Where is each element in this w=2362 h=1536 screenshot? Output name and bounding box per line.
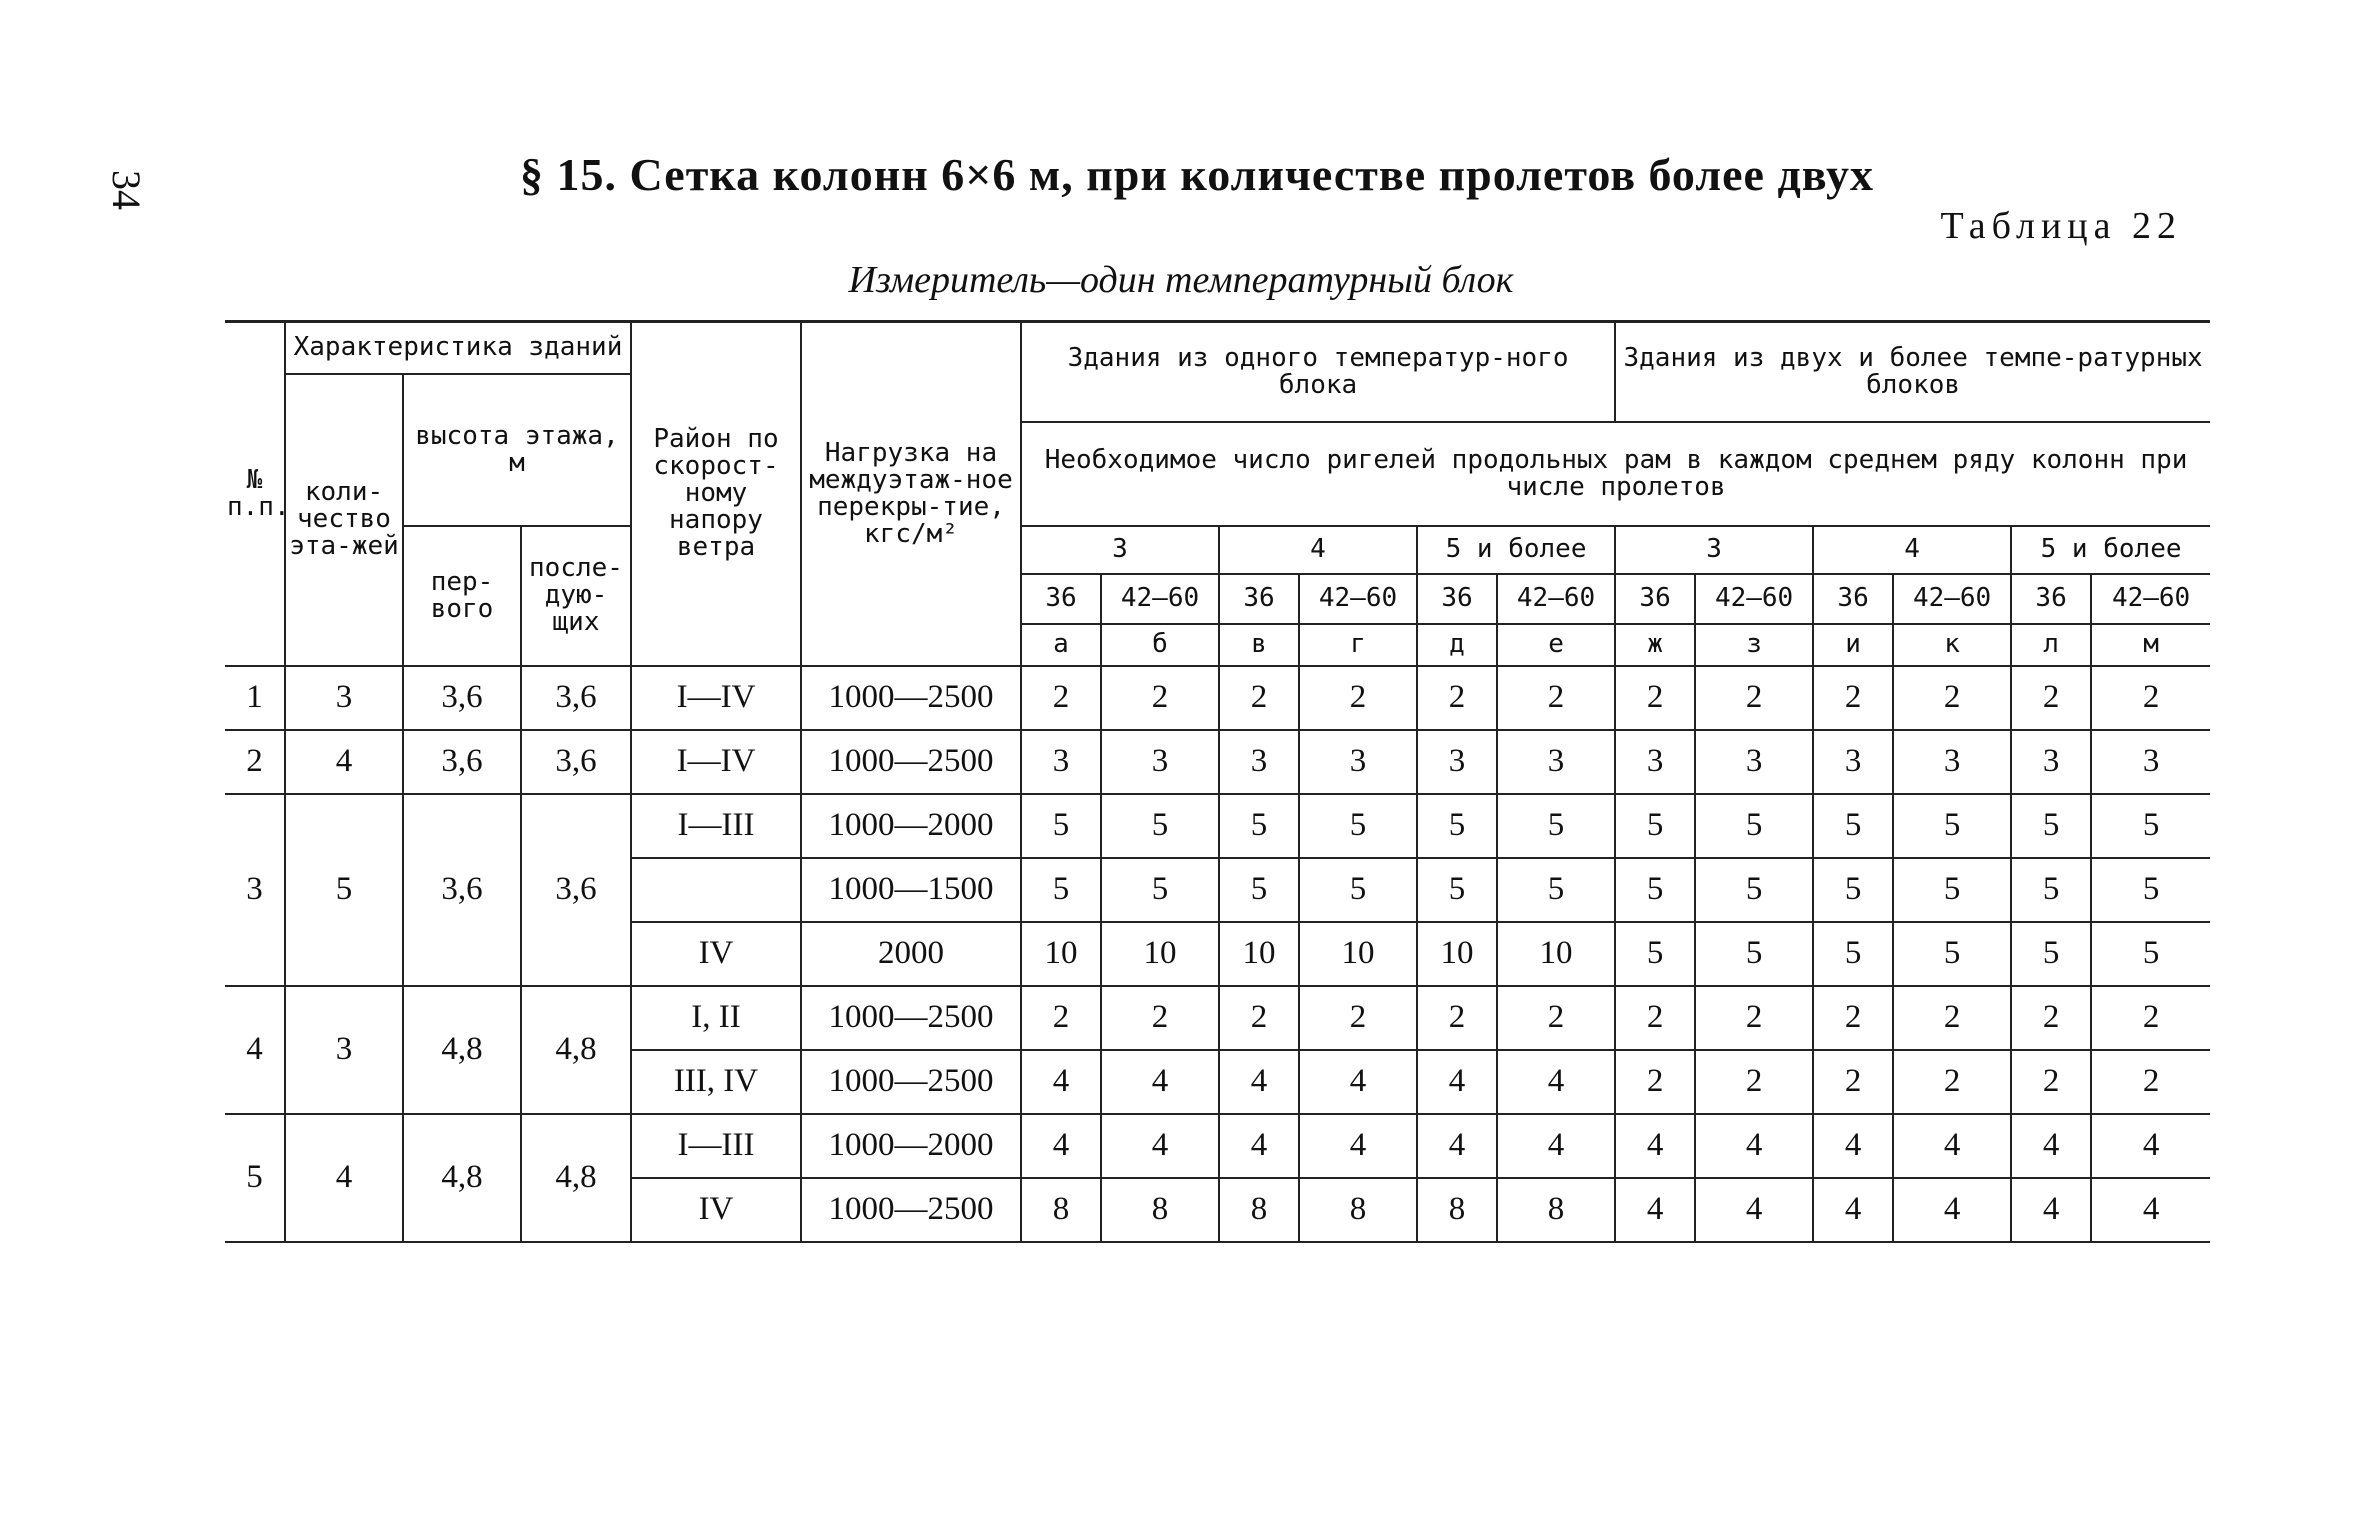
floor-load: 1000—2500: [801, 1050, 1021, 1114]
header-first: пер-вого: [403, 526, 521, 666]
crossbar-count: 2: [1101, 666, 1219, 730]
crossbar-count: 3: [1219, 730, 1299, 794]
crossbar-count: 8: [1299, 1178, 1417, 1242]
first-floor-height: 3,6: [403, 666, 521, 730]
crossbar-count: 5: [1299, 858, 1417, 922]
floor-load: 1000—2500: [801, 666, 1021, 730]
crossbar-count: 5: [2091, 922, 2210, 986]
crossbar-count: 4: [1299, 1050, 1417, 1114]
crossbar-count: 4: [2011, 1178, 2091, 1242]
crossbar-count: 5: [1893, 794, 2011, 858]
crossbar-count: 2: [1219, 666, 1299, 730]
column-letter: л: [2011, 624, 2091, 666]
measure-caption: Измеритель—один температурный блок: [848, 259, 1514, 301]
crossbar-count: 5: [1813, 922, 1893, 986]
floors-count: 3: [285, 666, 403, 730]
crossbar-count: 10: [1021, 922, 1101, 986]
crossbar-count: 4: [1101, 1114, 1219, 1178]
subsequent-floor-height: 3,6: [521, 794, 631, 986]
crossbar-count: 2: [1021, 666, 1101, 730]
span-count-header: 5 и более: [1417, 526, 1615, 574]
crossbar-count: 5: [1615, 794, 1695, 858]
crossbar-count: 5: [1695, 858, 1813, 922]
crossbar-count: 2: [1299, 986, 1417, 1050]
crossbar-count: 2: [1497, 666, 1615, 730]
crossbar-count: 3: [1021, 730, 1101, 794]
crossbar-count: 3: [1893, 730, 2011, 794]
wind-zone: I—IV: [631, 730, 801, 794]
header-floors-count: коли-чество эта-жей: [285, 374, 403, 666]
span-count-header: 3: [1021, 526, 1219, 574]
wind-zone: I—III: [631, 1114, 801, 1178]
header-subsequent: после-дую-щих: [521, 526, 631, 666]
crossbar-count: 2: [1695, 666, 1813, 730]
crossbar-count: 2: [1813, 666, 1893, 730]
crossbar-count: 5: [1021, 858, 1101, 922]
subcolumn-header: 42—60: [2091, 574, 2210, 624]
floors-count: 3: [285, 986, 403, 1114]
crossbar-count: 8: [1417, 1178, 1497, 1242]
page-number: 34: [104, 170, 149, 210]
crossbar-count: 5: [1695, 794, 1813, 858]
column-letter: и: [1813, 624, 1893, 666]
wind-zone: IV: [631, 922, 801, 986]
crossbar-count: 2: [1021, 986, 1101, 1050]
crossbar-count: 4: [1417, 1050, 1497, 1114]
crossbar-count: 5: [1101, 858, 1219, 922]
crossbar-count: 2: [1695, 986, 1813, 1050]
table-row: [225, 666, 2210, 730]
header-required: Необходимое число ригелей продольных рам в каждом среднем ряду колонн при числе пролетов: [1021, 422, 2210, 526]
crossbar-count: 5: [1219, 794, 1299, 858]
crossbar-count: 5: [1299, 794, 1417, 858]
crossbar-count: 4: [1021, 1114, 1101, 1178]
crossbar-count: 8: [1497, 1178, 1615, 1242]
wind-zone: I—III: [631, 794, 801, 858]
span-count-header: 3: [1615, 526, 1813, 574]
crossbar-count: 5: [1615, 858, 1695, 922]
column-letter: м: [2091, 624, 2210, 666]
crossbar-count: 5: [1893, 922, 2011, 986]
crossbar-count: 4: [1219, 1114, 1299, 1178]
crossbar-count: 5: [1417, 794, 1497, 858]
crossbar-count: 2: [2011, 1050, 2091, 1114]
column-letter: е: [1497, 624, 1615, 666]
column-letter: а: [1021, 624, 1101, 666]
header-num: № п.п.: [225, 322, 285, 666]
wind-zone: III, IV: [631, 1050, 801, 1114]
subsequent-floor-height: 3,6: [521, 730, 631, 794]
subcolumn-header: 36: [2011, 574, 2091, 624]
header-wind-zone: Район по скорост-ному напору ветра: [631, 322, 801, 666]
crossbar-count: 4: [2091, 1114, 2210, 1178]
crossbar-count: 10: [1101, 922, 1219, 986]
crossbar-count: 3: [1299, 730, 1417, 794]
crossbar-count: 4: [1021, 1050, 1101, 1114]
crossbar-count: 5: [2011, 858, 2091, 922]
crossbar-count: 3: [1615, 730, 1695, 794]
crossbar-count: 2: [1219, 986, 1299, 1050]
wind-zone: I, II: [631, 986, 801, 1050]
span-count-header: 5 и более: [2011, 526, 2210, 574]
crossbar-count: 5: [2091, 794, 2210, 858]
floors-count: 4: [285, 730, 403, 794]
crossbar-count: 2: [1615, 1050, 1695, 1114]
crossbar-count: 2: [1417, 986, 1497, 1050]
floor-load: 1000—2500: [801, 986, 1021, 1050]
crossbar-count: 4: [1695, 1178, 1813, 1242]
crossbar-count: 2: [1299, 666, 1417, 730]
subcolumn-header: 42—60: [1101, 574, 1219, 624]
crossbar-count: 4: [1497, 1050, 1615, 1114]
crossbar-count: 2: [2091, 1050, 2210, 1114]
crossbar-count: 4: [1813, 1178, 1893, 1242]
crossbar-count: 8: [1021, 1178, 1101, 1242]
floor-load: 2000: [801, 922, 1021, 986]
crossbar-count: 5: [1497, 794, 1615, 858]
crossbar-count: 5: [2011, 794, 2091, 858]
crossbar-count: 5: [2091, 858, 2210, 922]
span-count-header: 4: [1219, 526, 1417, 574]
crossbar-count: 3: [1497, 730, 1615, 794]
crossbar-count: 2: [2091, 986, 2210, 1050]
column-letter: к: [1893, 624, 2011, 666]
first-floor-height: 4,8: [403, 986, 521, 1114]
crossbar-count: 4: [1813, 1114, 1893, 1178]
crossbar-count: 2: [1615, 666, 1695, 730]
subcolumn-header: 42—60: [1497, 574, 1615, 624]
first-floor-height: 4,8: [403, 1114, 521, 1242]
crossbar-count: 4: [2011, 1114, 2091, 1178]
table-row: [225, 730, 2210, 794]
crossbar-count: 5: [1813, 794, 1893, 858]
row-number: 1: [225, 666, 285, 730]
crossbar-count: 2: [1101, 986, 1219, 1050]
floor-load: 1000—2000: [801, 794, 1021, 858]
floor-load: 1000—1500: [801, 858, 1021, 922]
column-letter: б: [1101, 624, 1219, 666]
row-number: 5: [225, 1114, 285, 1242]
floors-count: 5: [285, 794, 403, 986]
crossbar-count: 3: [1813, 730, 1893, 794]
table-label: Таблица 22: [1940, 205, 2182, 247]
section-title: § 15. Сетка колонн 6×6 м, при количестве пролетов более двух: [520, 149, 1874, 200]
floor-load: 1000—2500: [801, 1178, 1021, 1242]
crossbar-count: 3: [1695, 730, 1813, 794]
column-letter: г: [1299, 624, 1417, 666]
row-number: 4: [225, 986, 285, 1114]
crossbar-count: 4: [1893, 1114, 2011, 1178]
crossbar-count: 2: [2091, 666, 2210, 730]
subcolumn-header: 42—60: [1299, 574, 1417, 624]
crossbar-count: 2: [1813, 1050, 1893, 1114]
subcolumn-header: 42—60: [1893, 574, 2011, 624]
header-load: Нагрузка на междуэтаж-ное перекры-тие, кгс/м²: [801, 322, 1021, 666]
crossbar-count: 2: [1893, 1050, 2011, 1114]
header-building-char: Характеристика зданий: [285, 322, 631, 374]
crossbar-count: 3: [2091, 730, 2210, 794]
crossbar-count: 4: [1893, 1178, 2011, 1242]
crossbar-count: 10: [1219, 922, 1299, 986]
crossbar-count: 10: [1497, 922, 1615, 986]
subcolumn-header: 36: [1813, 574, 1893, 624]
subsequent-floor-height: 3,6: [521, 666, 631, 730]
crossbar-count: 10: [1417, 922, 1497, 986]
crossbar-count: 2: [2011, 666, 2091, 730]
floor-load: 1000—2000: [801, 1114, 1021, 1178]
crossbar-count: 2: [1893, 986, 2011, 1050]
floors-count: 4: [285, 1114, 403, 1242]
wind-zone: IV: [631, 1178, 801, 1242]
column-letter: з: [1695, 624, 1813, 666]
crossbar-count: 3: [1101, 730, 1219, 794]
crossbar-count: 4: [1615, 1114, 1695, 1178]
crossbar-count: 4: [1417, 1114, 1497, 1178]
floor-load: 1000—2500: [801, 730, 1021, 794]
crossbar-count: 10: [1299, 922, 1417, 986]
crossbar-count: 5: [2011, 922, 2091, 986]
crossbar-count: 5: [1813, 858, 1893, 922]
column-letter: в: [1219, 624, 1299, 666]
crossbar-count: 2: [1893, 666, 2011, 730]
subcolumn-header: 36: [1219, 574, 1299, 624]
table-row: [225, 1114, 2210, 1178]
crossbar-count: 4: [1219, 1050, 1299, 1114]
crossbar-count: 4: [1299, 1114, 1417, 1178]
crossbar-count: 5: [1219, 858, 1299, 922]
subsequent-floor-height: 4,8: [521, 1114, 631, 1242]
crossbar-count: 5: [1417, 858, 1497, 922]
crossbar-count: 4: [1497, 1114, 1615, 1178]
subcolumn-header: 36: [1615, 574, 1695, 624]
first-floor-height: 3,6: [403, 730, 521, 794]
table-row: [225, 986, 2210, 1050]
wind-zone: [631, 858, 801, 922]
header-floor-height: высота этажа, м: [403, 374, 631, 526]
crossbar-count: 5: [1695, 922, 1813, 986]
subcolumn-header: 36: [1417, 574, 1497, 624]
crossbar-count: 2: [1695, 1050, 1813, 1114]
crossbar-count: 5: [1101, 794, 1219, 858]
crossbar-count: 3: [1417, 730, 1497, 794]
column-letter: ж: [1615, 624, 1695, 666]
data-table: [225, 320, 2210, 1243]
column-letter: д: [1417, 624, 1497, 666]
first-floor-height: 3,6: [403, 794, 521, 986]
crossbar-count: 4: [1695, 1114, 1813, 1178]
crossbar-count: 8: [1101, 1178, 1219, 1242]
crossbar-count: 2: [1497, 986, 1615, 1050]
header-one-block: Здания из одного температур-ного блока: [1021, 322, 1615, 422]
crossbar-count: 2: [1813, 986, 1893, 1050]
crossbar-count: 2: [2011, 986, 2091, 1050]
header-two-blocks: Здания из двух и более темпе-ратурных блоков: [1615, 322, 2210, 422]
crossbar-count: 2: [1417, 666, 1497, 730]
crossbar-count: 2: [1615, 986, 1695, 1050]
row-number: 2: [225, 730, 285, 794]
table-row: [225, 794, 2210, 858]
subsequent-floor-height: 4,8: [521, 986, 631, 1114]
crossbar-count: 5: [1893, 858, 2011, 922]
crossbar-count: 5: [1021, 794, 1101, 858]
row-number: 3: [225, 794, 285, 986]
crossbar-count: 8: [1219, 1178, 1299, 1242]
span-count-header: 4: [1813, 526, 2011, 574]
crossbar-count: 4: [1101, 1050, 1219, 1114]
crossbar-count: 5: [1497, 858, 1615, 922]
crossbar-count: 5: [1615, 922, 1695, 986]
wind-zone: I—IV: [631, 666, 801, 730]
subcolumn-header: 36: [1021, 574, 1101, 624]
subcolumn-header: 42—60: [1695, 574, 1813, 624]
crossbar-count: 4: [2091, 1178, 2210, 1242]
crossbar-count: 3: [2011, 730, 2091, 794]
crossbar-count: 4: [1615, 1178, 1695, 1242]
